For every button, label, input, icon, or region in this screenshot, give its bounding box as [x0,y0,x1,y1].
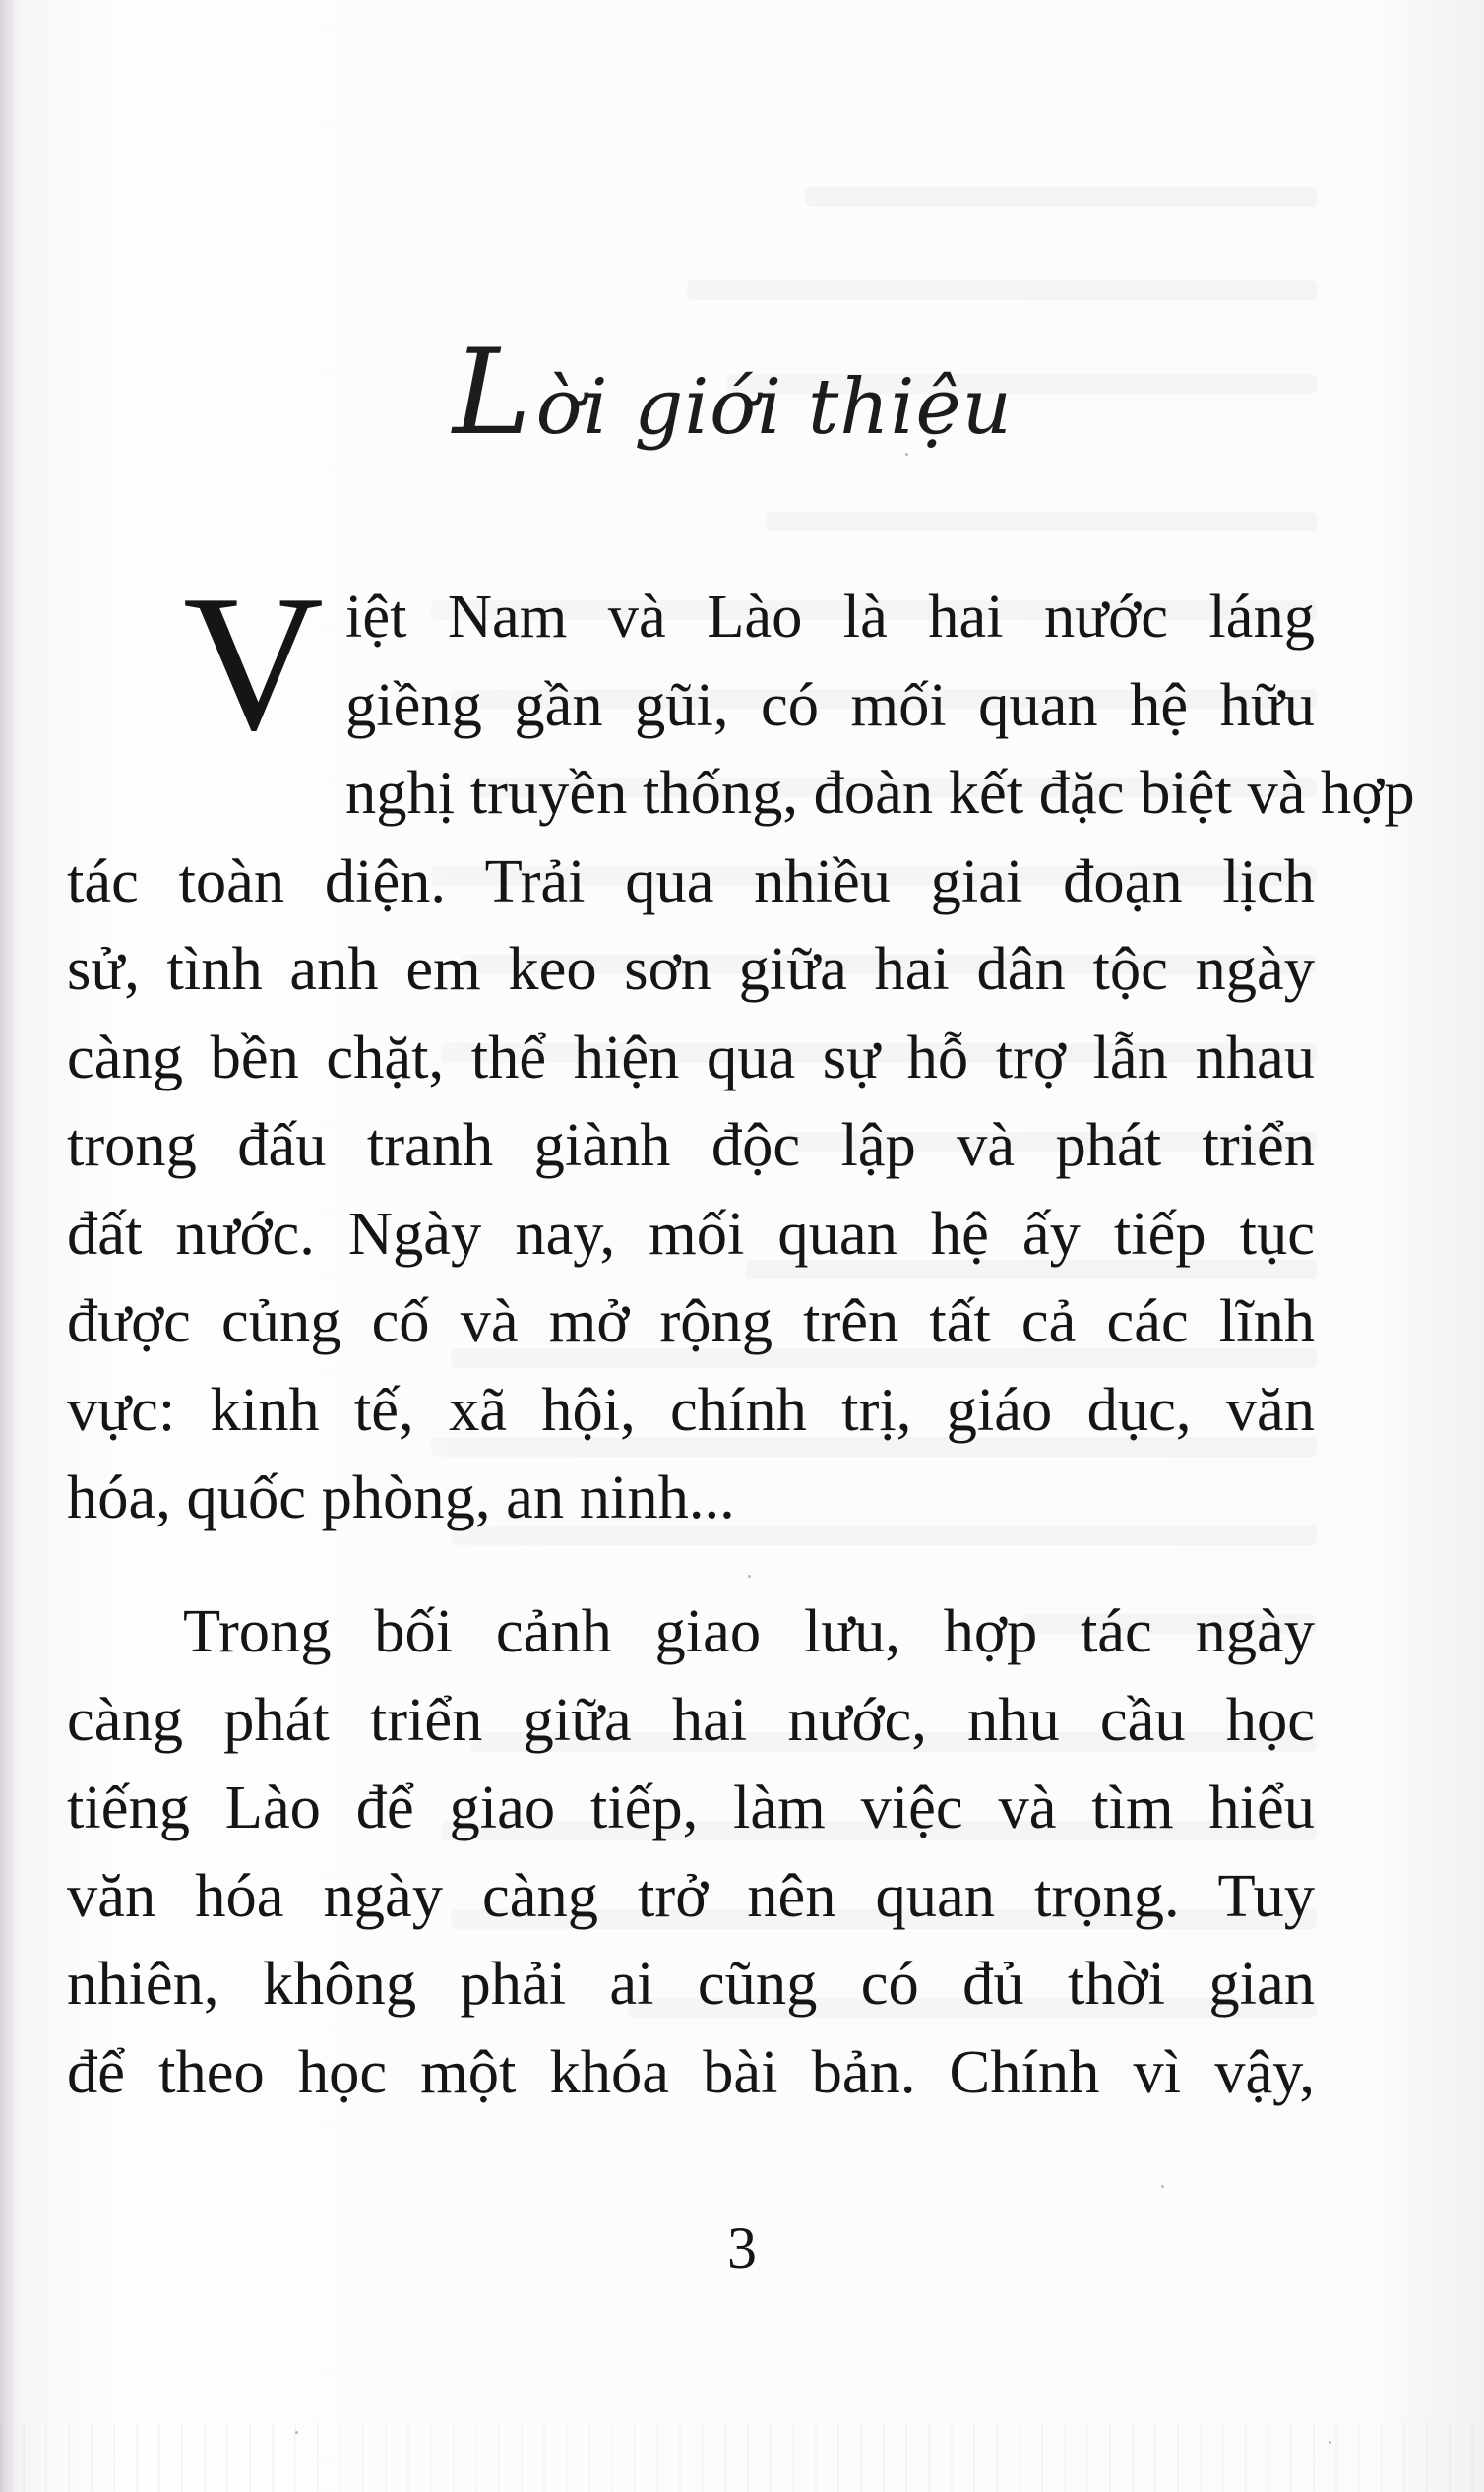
paragraph-1-line: giềng gần gũi, có mối quan hệ hữu [345,669,1315,739]
paragraph-2-line: để theo học một khóa bài bản. Chính vì vậy, [67,2036,1315,2106]
paragraph-1-line: trong đấu tranh giành độc lập và phát triển [67,1110,1315,1179]
paper-speck [905,453,908,456]
paragraph-1-line: sử, tình anh em keo sơn giữa hai dân tộc ngày [67,934,1315,1003]
paragraph-1-line: hóa, quốc phòng, an ninh... [67,1463,735,1531]
paragraph-1-line: vực: kinh tế, xã hội, chính trị, giáo dục, văn [67,1374,1315,1444]
paragraph-1-line: nghị truyền thống, đoàn kết đặc biệt và hợp [345,758,1415,827]
paragraph-1-line: tác toàn diện. Trải qua nhiều giai đoạn lịch [67,845,1315,915]
title-initial: L [453,325,532,462]
paragraph-2-line: tiếng Lào để giao tiếp, làm việc và tìm hiểu [67,1773,1315,1841]
paragraph-1-line: đất nước. Ngày nay, mối quan hệ ấy tiếp tục [67,1198,1315,1268]
paragraph-2 [67,1588,1315,2116]
paragraph-1 [67,555,1415,1542]
paper-speck [1161,2185,1164,2188]
paragraph-2-line: càng phát triển giữa hai nước, nhu cầu học [67,1684,1315,1754]
paragraph-2-line: Trong bối cảnh giao lưu, hợp tác ngày [183,1596,1315,1665]
scan-noise [0,2423,1484,2492]
page-number: 3 [727,2215,757,2280]
drop-cap: V [183,555,324,771]
paragraph-1-line: được củng cố và mở rộng trên tất cả các lĩnh [67,1286,1315,1355]
paragraph-2-line: nhiên, không phải ai cũng có đủ thời gian [67,1949,1315,2018]
paragraph-1-line: iệt Nam và Lào là hai nước láng [345,582,1315,651]
page-spine-shadow [0,0,14,2492]
paragraph-1-line: càng bền chặt, thể hiện qua sự hỗ trợ lẫn nhau [67,1022,1315,1091]
paragraph-2-line: văn hóa ngày càng trở nên quan trọng. Tuy [67,1860,1315,1930]
paper-speck [748,1575,751,1578]
title-rest: ời giới thiệu [535,363,1013,452]
page-title [453,325,1043,462]
